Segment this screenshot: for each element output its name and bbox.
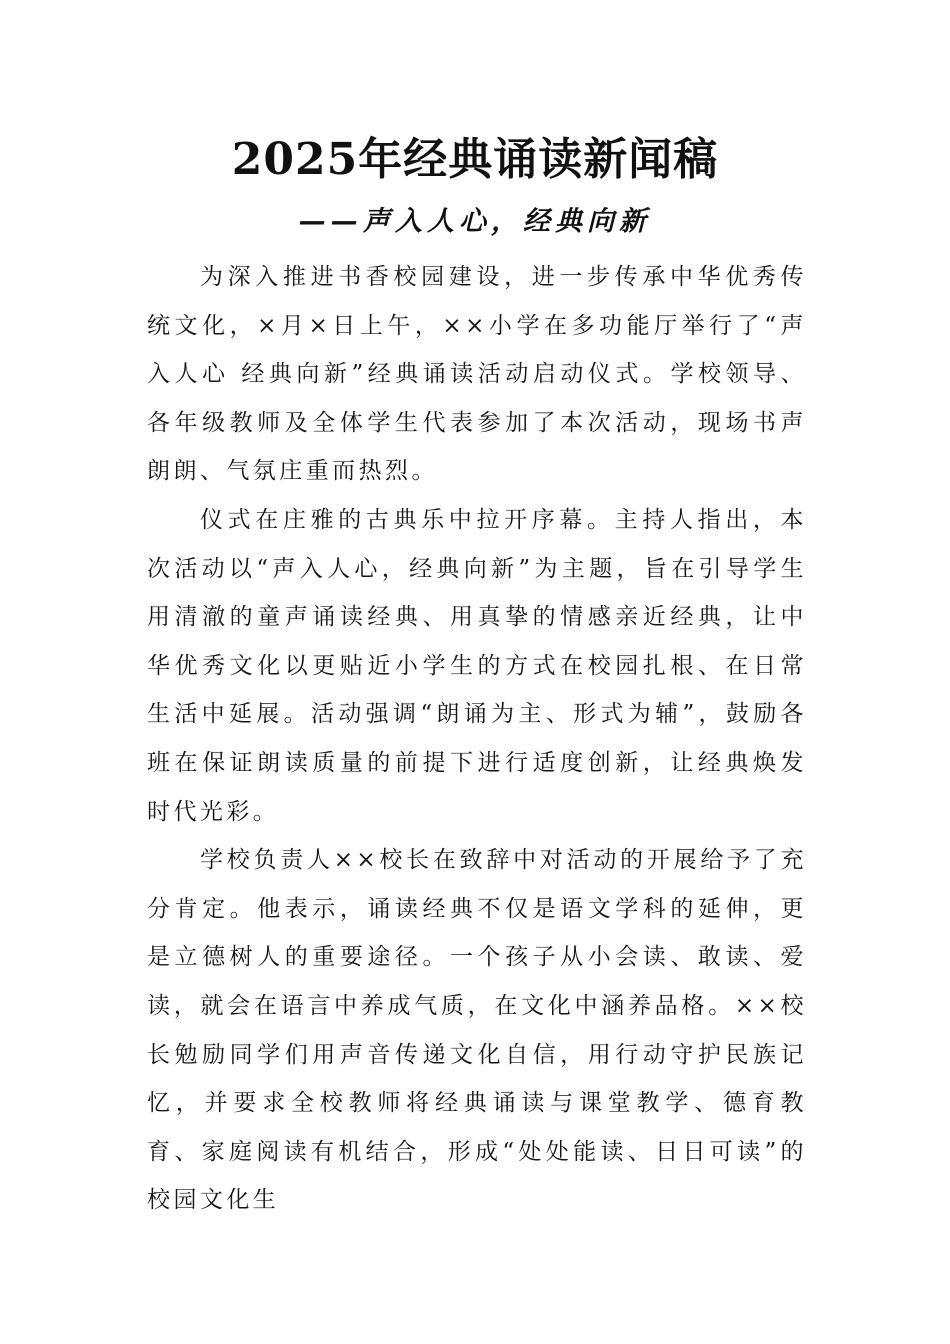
article-body: [147, 253, 807, 1225]
document-subtitle: ——声入人心，经典向新: [299, 206, 651, 237]
document-title: 2025年经典诵读新闻稿: [231, 134, 719, 185]
paragraph-3: 学校负责人××校长在致辞中对活动的开展给予了充分肯定。他表示，诵读经典不仅是语文学科的延伸，更是立德树人的重要途径。一个孩子从小会读、敢读、爱读，就会在语言中养成气质，在文化中涵养品格。××校长勉励同学们用声音传递文化自信，用行动守护民族记忆，并要求全校教师将经典诵读与课堂教学、德育教育、家庭阅读有机结合，形成“处处能读、日日可读”的校园文化生: [147, 847, 807, 1214]
paragraph-2: 仪式在庄雅的古典乐中拉开序幕。主持人指出，本次活动以“声入人心，经典向新”为主题，旨在引导学生用清澈的童声诵读经典、用真挚的情感亲近经典，让中华优秀文化以更贴近小学生的方式在校园扎根、在日常生活中延展。活动强调“朗诵为主、形式为辅”，鼓励各班在保证朗读质量的前提下进行适度创新，让经典焕发时代光彩。: [147, 506, 807, 825]
paragraph-1: 为深入推进书香校园建设，进一步传承中华优秀传统文化，×月×日上午，××小学在多功能厅举行了“声入人心 经典向新”经典诵读活动启动仪式。学校领导、各年级教师及全体学生代表参加了本次活动，现场书声朗朗、气氛庄重而热烈。: [147, 264, 807, 485]
